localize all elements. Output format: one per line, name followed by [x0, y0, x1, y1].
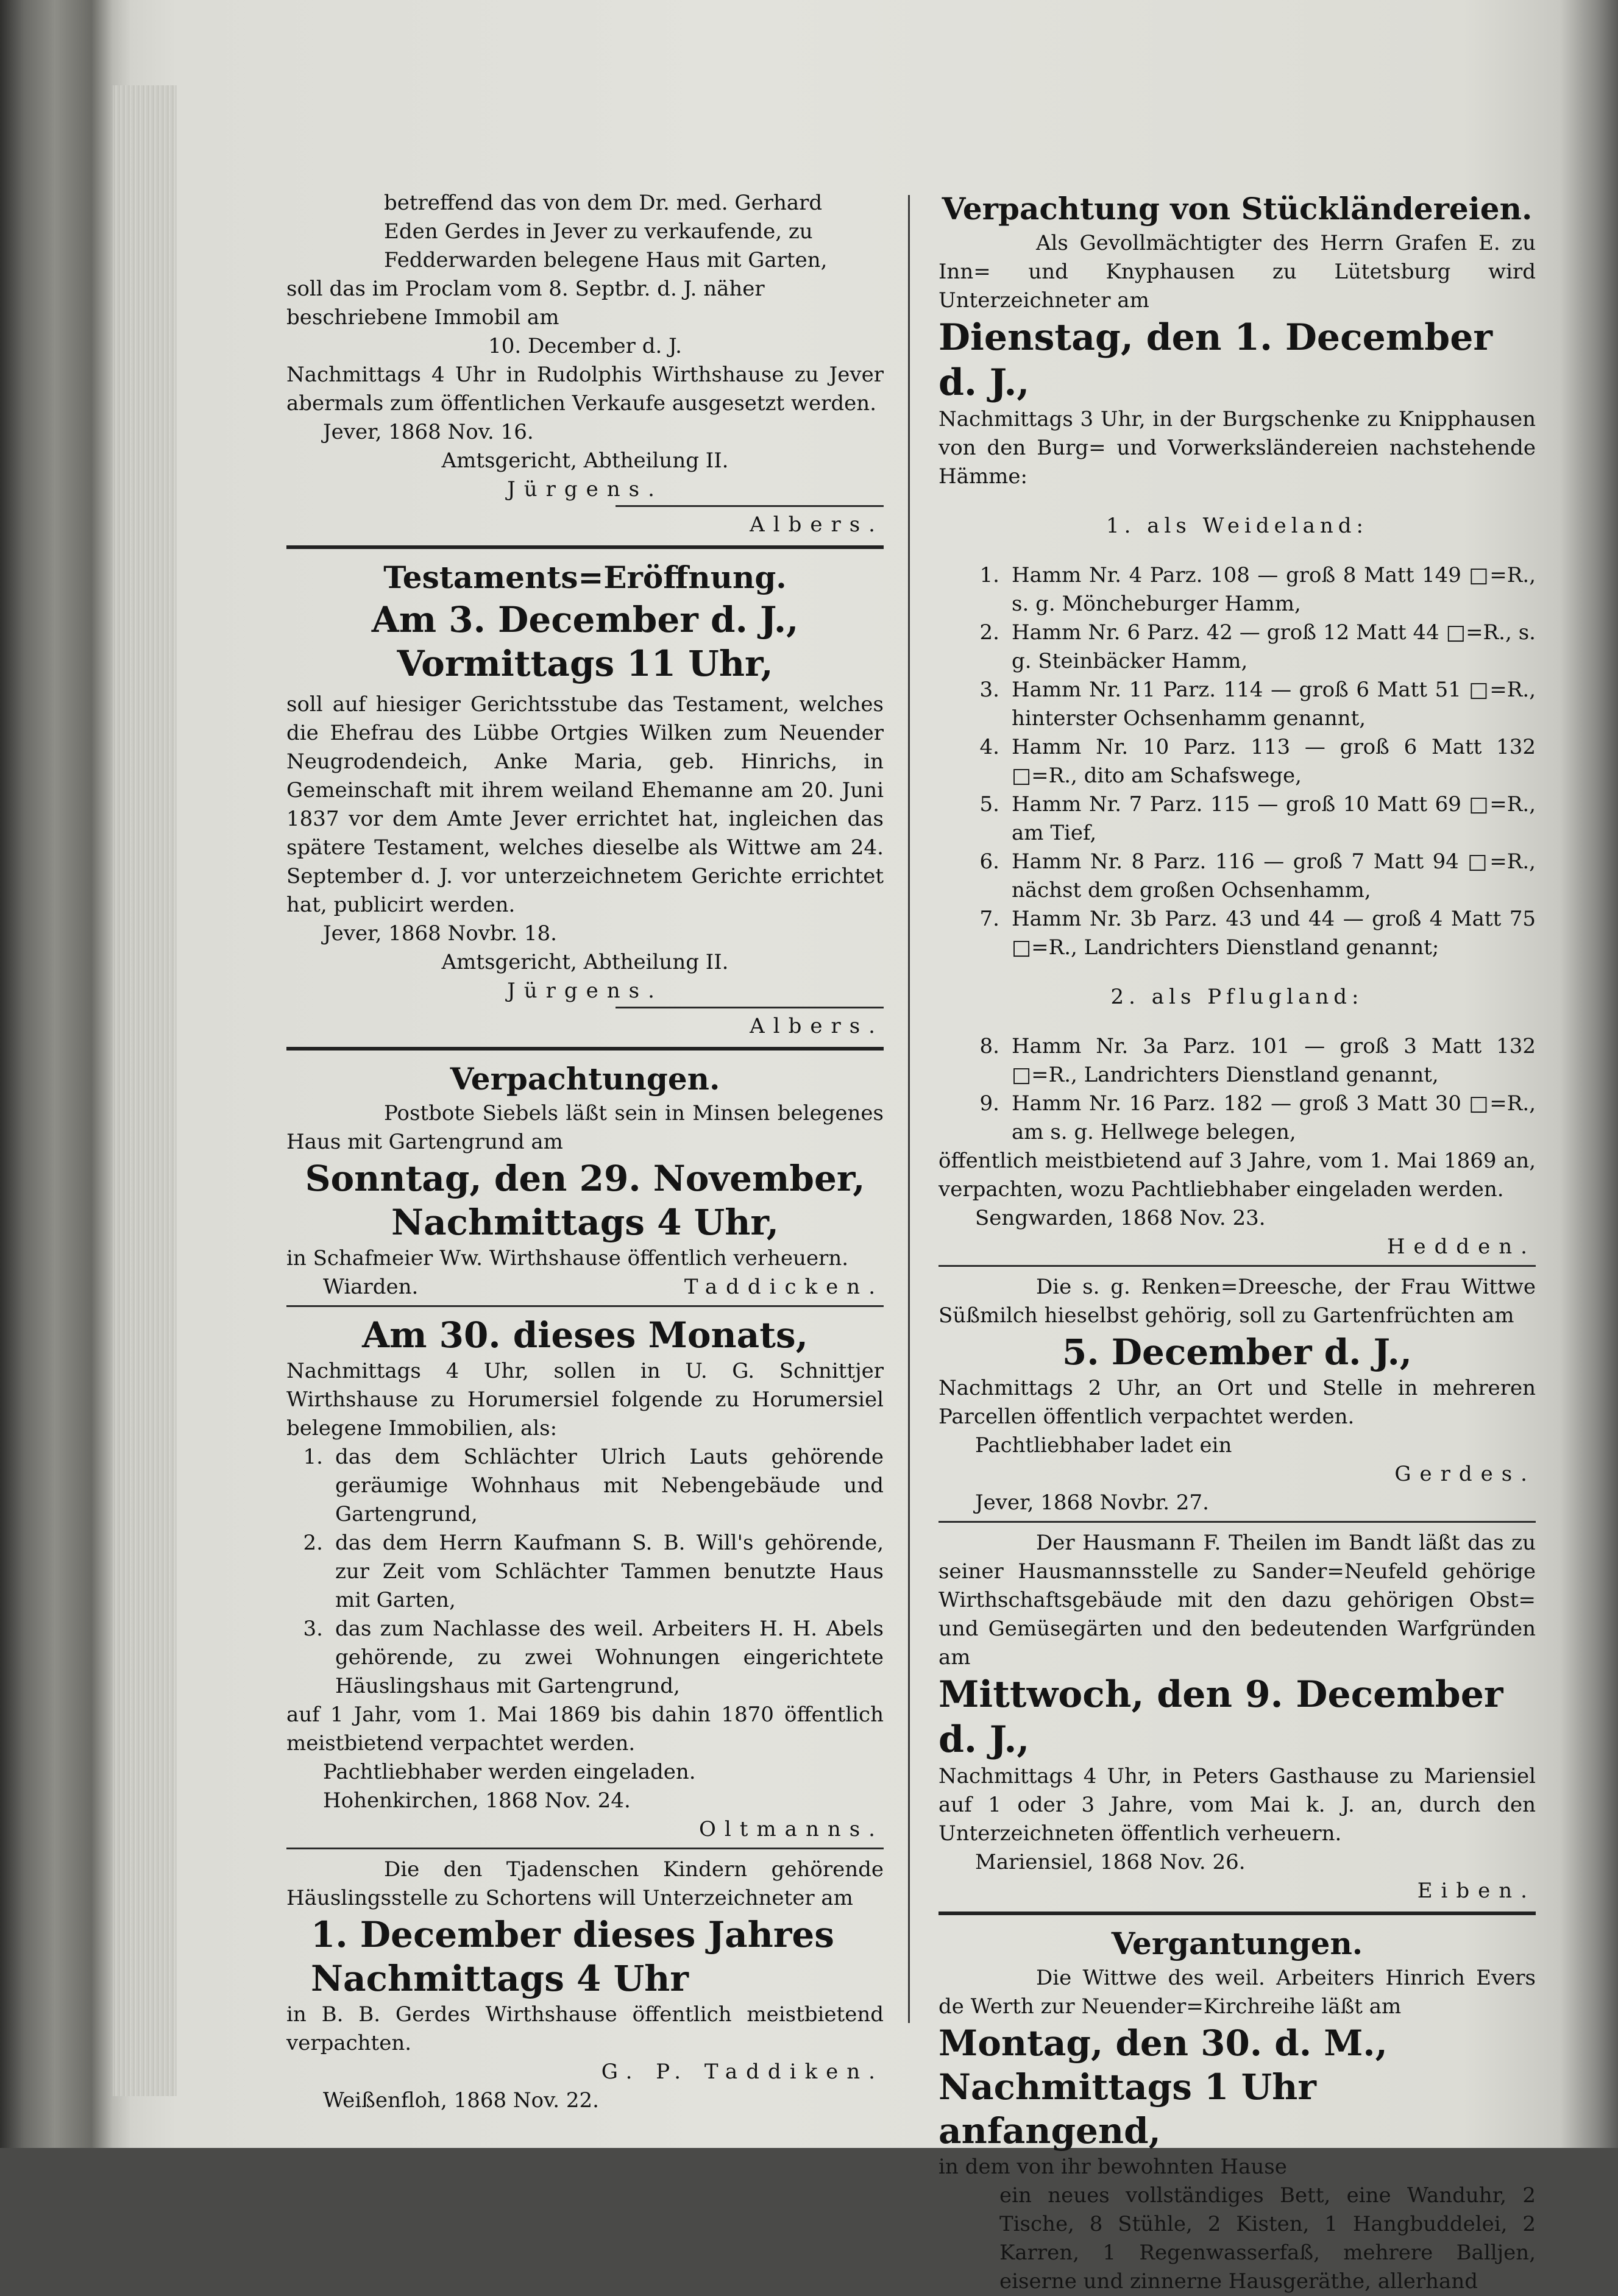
event-date: Dienstag, den 1. December d. J., [939, 316, 1493, 404]
list-heading: 1. als Weideland: [1106, 514, 1368, 538]
section-rule [939, 1912, 1536, 1915]
place-date: Weißenfloh, 1868 Nov. 22. [323, 2088, 599, 2113]
notice-theilen [939, 1529, 1536, 1905]
list-item [286, 1443, 884, 1529]
item-text: Hamm Nr. 10 Parz. 113 — groß 6 Matt 132 □=R., dito am Schafswege, [1012, 735, 1536, 788]
notice-tjaden [286, 1855, 884, 2115]
rule [616, 1007, 884, 1008]
invite-text: Pachtliebhaber ladet ein [975, 1433, 1232, 1458]
text-line: beschriebene Immobil am [286, 305, 559, 330]
body-text: Nachmittags 2 Uhr, an Ort und Stelle in mehreren Parcellen öffentlich verpachtet werden. [939, 1376, 1536, 1429]
place-date: Jever, 1868 Novbr. 18. [323, 921, 557, 946]
section-rule [939, 1265, 1536, 1267]
book-page-edges [113, 85, 177, 2096]
signature: Gerdes. [1394, 1462, 1536, 1486]
item-text: das dem Schlächter Ulrich Lauts gehörende geräumige Wohnhaus mit Nebengebäude und Gartengrund, [335, 1445, 884, 1526]
notice-am30 [286, 1313, 884, 1844]
item-text: Hamm Nr. 4 Parz. 108 — groß 8 Matt 149 □=R., s. g. Möncheburger Hamm, [1012, 563, 1536, 616]
item-number: 7. [979, 907, 999, 931]
left-column [286, 189, 884, 2124]
body-text: Der Hausmann F. Theilen im Bandt läßt das zu seiner Hausmannsstelle zu Sander=Neufeld gehörige Wirthschaftsgebäude mit den dazu gehörigen Obst= und Gemüsegärten und den bedeutenden Warfgründen am [939, 1531, 1536, 1670]
body-text: in dem von ihr bewohnten Hause [939, 2155, 1287, 2179]
item-number: 2. [979, 620, 999, 645]
list-item [939, 905, 1536, 962]
body-text: Als Gevollmächtigter des Herrn Grafen E. zu Inn= und Knyphausen zu Lütetsburg wird Unterzeichneter am [939, 231, 1536, 313]
signature: Eiben. [1417, 1879, 1536, 1903]
event-time: Vormittags 11 Uhr, [397, 643, 773, 684]
event-date: Am 3. December d. J., [371, 599, 799, 640]
signature: Albers. [750, 512, 884, 537]
item-text: Hamm Nr. 7 Parz. 115 — groß 10 Matt 69 □=R., am Tief, [1012, 792, 1536, 845]
notice-renken [939, 1273, 1536, 1517]
signature: Jürgens. [507, 979, 663, 1003]
item-number: 3. [979, 678, 999, 702]
body-text: Postbote Siebels läßt sein in Minsen belegenes Haus mit Gartengrund am [286, 1101, 884, 1154]
body-text: ein neues vollständiges Bett, eine Wanduhr, 2 Tische, 8 Stühle, 2 Kisten, 1 Hangbuddelei, 2 Karren, 1 Regenwasserfaß, mehrere Balljen, eiserne und zinnerne Hausgeräthe, allerhand [999, 2183, 1536, 2294]
place-date: Mariensiel, 1868 Nov. 26. [975, 1850, 1246, 1874]
court-name: Amtsgericht, Abtheilung II. [441, 448, 729, 473]
list-item [939, 1090, 1536, 1147]
text-line: soll das im Proclam vom 8. Septbr. d. J. näher [286, 277, 765, 301]
list-item [939, 618, 1536, 676]
signature: Hedden. [1386, 1235, 1536, 1259]
list-item [939, 733, 1536, 790]
list-item [286, 1529, 884, 1615]
body-text: Nachmittags 4 Uhr, in Peters Gasthause zu Mariensiel auf 1 oder 3 Jahre, vom Mai k. J. an, durch den Unterzeichneten öffentlich verheuern. [939, 1764, 1536, 1846]
section-title: Verpachtungen. [450, 1061, 720, 1097]
item-text: Hamm Nr. 3a Parz. 101 — groß 3 Matt 132 □=R., Landrichters Dienstland genannt, [1012, 1034, 1536, 1087]
body-text: auf 1 Jahr, vom 1. Mai 1869 bis dahin 1870 öffentlich meistbietend verpachtet werden. [286, 1703, 884, 1756]
place-date: Hohenkirchen, 1868 Nov. 24. [323, 1788, 631, 1813]
list-item [939, 561, 1536, 618]
list-item [939, 848, 1536, 905]
item-number: 8. [979, 1034, 999, 1058]
event-date: 5. December d. J., [1062, 1331, 1412, 1373]
item-number: 9. [979, 1091, 999, 1116]
body-text: Nachmittags 4 Uhr, sollen in U. G. Schnittjer Wirthshause zu Horumersiel folgende zu Horumersiel belegene Immobilien, als: [286, 1359, 884, 1440]
column-divider [908, 195, 910, 2023]
place: Wiarden. [323, 1275, 419, 1299]
body-text: Nachmittags 4 Uhr in Rudolphis Wirthshause zu Jever abermals zum öffentlichen Verkaufe ausgesetzt werden. [286, 363, 884, 416]
signature: Albers. [750, 1014, 884, 1038]
item-text: das zum Nachlasse des weil. Arbeiters H. H. Abels gehörende, zu zwei Wohnungen eingerichtete Häuslingshaus mit Gartengrund, [335, 1617, 884, 1698]
notice-vergantungen [939, 1924, 1536, 2296]
list-item [939, 676, 1536, 733]
list-heading: 2. als Pflugland: [1110, 985, 1364, 1009]
section-rule [286, 1047, 884, 1051]
event-time: Nachmittags 4 Uhr, [391, 1202, 779, 1243]
signature: Oltmanns. [699, 1817, 884, 1841]
event-date: Sonntag, den 29. November, [305, 1158, 865, 1199]
list-item [939, 1032, 1536, 1090]
section-title: Verpachtung von Stückländereien. [942, 191, 1533, 227]
signature: Jürgens. [507, 477, 663, 501]
place-date: Jever, 1868 Nov. 16. [323, 420, 534, 444]
body-text: öffentlich meistbietend auf 3 Jahre, vom 1. Mai 1869 an, verpachten, wozu Pachtliebhaber eingeladen werden. [939, 1149, 1536, 1202]
item-text: Hamm Nr. 6 Parz. 42 — groß 12 Matt 44 □=R., s. g. Steinbäcker Hamm, [1012, 620, 1536, 673]
item-number: 1. [303, 1445, 323, 1469]
place-date: Jever, 1868 Novbr. 27. [975, 1490, 1209, 1515]
text-line: Eden Gerdes in Jever zu verkaufende, zu [384, 219, 813, 244]
section-title: Am 30. dieses Monats, [362, 1314, 808, 1356]
invite-text: Pachtliebhaber werden eingeladen. [323, 1760, 696, 1784]
section-rule [286, 1848, 884, 1849]
item-text: Hamm Nr. 8 Parz. 116 — groß 7 Matt 94 □=R., nächst dem großen Ochsenhamm, [1012, 849, 1536, 902]
event-date: Montag, den 30. d. M., Nachmittags 1 Uhr anfangend, [939, 2022, 1388, 2152]
place-date: Sengwarden, 1868 Nov. 23. [975, 1206, 1266, 1230]
text-line: Fedderwarden belegene Haus mit Garten, [384, 248, 828, 272]
item-number: 4. [979, 735, 999, 759]
notice-verpachtungen [286, 1059, 884, 1302]
event-date: 1. December dieses Jahres Nachmittags 4 Uhr [311, 1914, 834, 1999]
body-text: Die s. g. Renken=Dreesche, der Frau Wittwe Süßmilch hieselbst gehörig, soll zu Gartenfrüchten am [939, 1275, 1536, 1328]
date-line: 10. December d. J. [488, 334, 682, 358]
notice-stueckland [939, 189, 1536, 1261]
event-date: Mittwoch, den 9. December d. J., [939, 1673, 1503, 1761]
section-rule [286, 1305, 884, 1307]
signature: G. P. Taddiken. [601, 2060, 884, 2084]
list-item [939, 790, 1536, 848]
section-title: Testaments=Eröffnung. [383, 559, 787, 595]
body-text: in Schafmeier Ww. Wirthshause öffentlich verheuern. [286, 1246, 849, 1270]
section-rule [286, 545, 884, 549]
sign-row [286, 1273, 884, 1302]
item-number: 6. [979, 849, 999, 874]
body-text: Nachmittags 3 Uhr, in der Burgschenke zu Knipphausen von den Burg= und Vorwerksländereien nachstehende Hämme: [939, 407, 1536, 489]
body-text: Die den Tjadenschen Kindern gehörende Häuslingsstelle zu Schortens will Unterzeichneter am [286, 1857, 884, 1910]
item-number: 1. [979, 563, 999, 587]
section-rule [939, 1521, 1536, 1523]
item-text: Hamm Nr. 11 Parz. 114 — groß 6 Matt 51 □=R., hinterster Ochsenhamm genannt, [1012, 678, 1536, 731]
item-text: das dem Herrn Kaufmann S. B. Will's gehörende, zur Zeit vom Schlächter Tammen benutzte Haus mit Garten, [335, 1531, 884, 1612]
notice-immobil-verkauf [286, 189, 884, 539]
body-text: soll auf hiesiger Gerichtsstube das Testament, welches die Ehefrau des Lübbe Ortgies Wilken zum Neuender Neugrodendeich, Anke Maria, geb. Hinrichs, in Gemeinschaft mit ihrem weiland Ehemanne am 20. Juni 1837 vor dem Amte Jever errichtet hat, ingleichen das spätere Testament, welches dieselbe als Wittwe am 24. September d. J. vor unterzeichnetem Gerichte errichtet hat, publicirt werden. [286, 692, 884, 917]
item-text: Hamm Nr. 3b Parz. 43 und 44 — groß 4 Matt 75 □=R., Landrichters Dienstland genannt; [1012, 907, 1536, 960]
item-number: 5. [979, 792, 999, 817]
section-title: Vergantungen. [1111, 1926, 1363, 1961]
item-number: 2. [303, 1531, 323, 1555]
body-text: Die Wittwe des weil. Arbeiters Hinrich Evers de Werth zur Neuender=Kirchreihe läßt am [939, 1966, 1536, 2019]
signature: Taddicken. [684, 1275, 884, 1299]
list-item [286, 1615, 884, 1701]
notice-testament [286, 558, 884, 1041]
item-text: Hamm Nr. 16 Parz. 182 — groß 3 Matt 30 □=R., am s. g. Hellwege belegen, [1012, 1091, 1536, 1144]
court-name: Amtsgericht, Abtheilung II. [441, 950, 729, 974]
right-column [939, 189, 1536, 2294]
item-number: 3. [303, 1617, 323, 1641]
text-line: betreffend das von dem Dr. med. Gerhard [384, 191, 823, 215]
body-text: in B. B. Gerdes Wirthshause öffentlich meistbietend verpachten. [286, 2002, 884, 2055]
rule [616, 505, 884, 507]
